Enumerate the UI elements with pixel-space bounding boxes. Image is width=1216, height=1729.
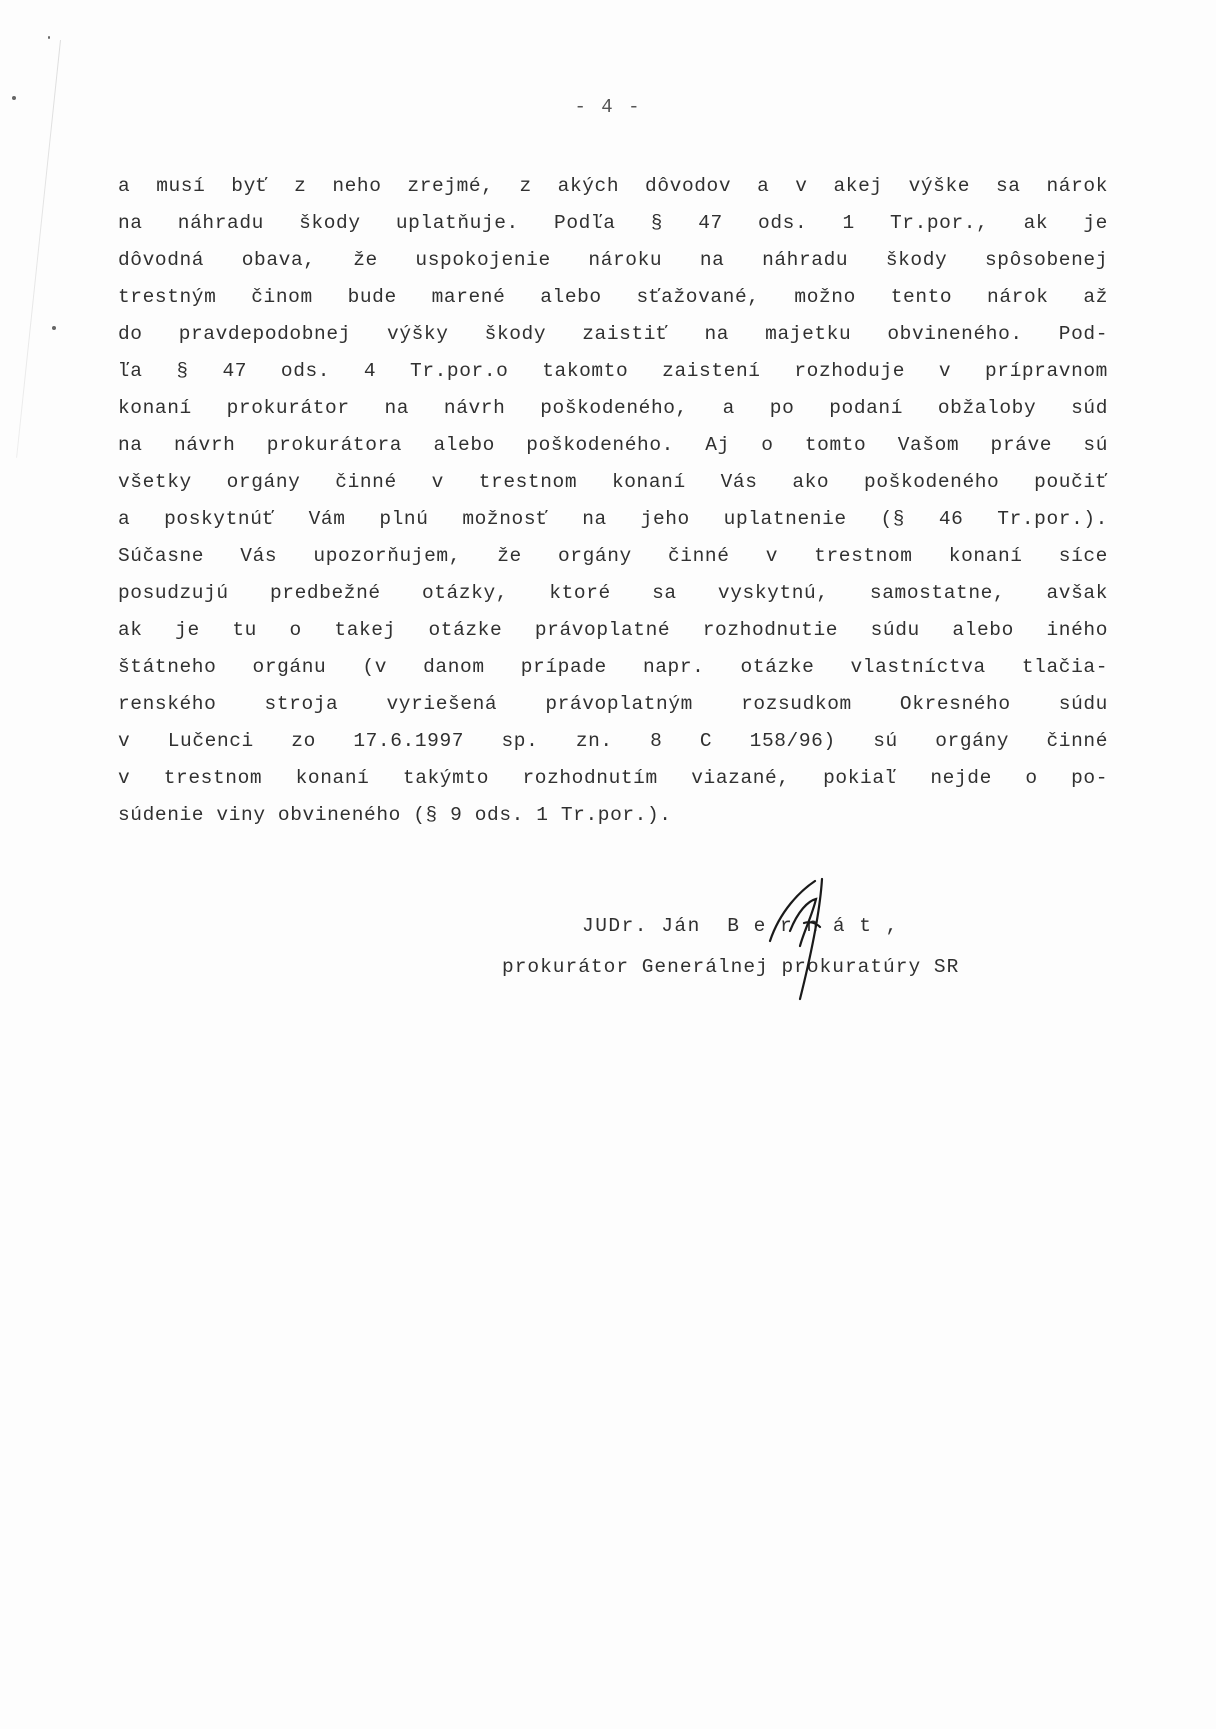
body-line: v trestnom konaní takýmto rozhodnutím viazané, pokiaľ nejde o po- <box>118 767 1108 789</box>
body-line: dôvodná obava, že uspokojenie nároku na náhradu škody spôsobenej <box>118 249 1108 271</box>
signatory-name: JUDr. Ján B e r n á t , <box>582 915 899 937</box>
handwritten-signature <box>760 871 850 1001</box>
scan-speck <box>48 36 50 39</box>
body-line: na náhradu škody uplatňuje. Podľa § 47 ods. 1 Tr.por., ak je <box>118 212 1108 234</box>
signatory-title: prokurátor Generálnej prokuratúry SR <box>502 956 960 978</box>
body-line: a poskytnúť Vám plnú možnosť na jeho uplatnenie (§ 46 Tr.por.). <box>118 508 1108 530</box>
body-line: ak je tu o takej otázke právoplatné rozhodnutie súdu alebo iného <box>118 619 1108 641</box>
letter-body <box>118 168 1108 834</box>
body-line: v Lučenci zo 17.6.1997 sp. zn. 8 C 158/96) sú orgány činné <box>118 730 1108 752</box>
body-line: všetky orgány činné v trestnom konaní Vás ako poškodeného poučiť <box>118 471 1108 493</box>
body-line: trestným činom bude marené alebo sťažované, možno tento nárok až <box>118 286 1108 308</box>
body-line: konaní prokurátor na návrh poškodeného, a po podaní obžaloby súd <box>118 397 1108 419</box>
body-line: Súčasne Vás upozorňujem, že orgány činné v trestnom konaní síce <box>118 545 1108 567</box>
body-line: a musí byť z neho zrejmé, z akých dôvodov a v akej výške sa nárok <box>118 175 1108 197</box>
body-line: posudzujú predbežné otázky, ktoré sa vyskytnú, samostatne, avšak <box>118 582 1108 604</box>
page-number: - 4 - <box>574 96 642 118</box>
body-line: na návrh prokurátora alebo poškodeného. Aj o tomto Vašom práve sú <box>118 434 1108 456</box>
body-line: štátneho orgánu (v danom prípade napr. otázke vlastníctva tlačia- <box>118 656 1108 678</box>
body-line: renského stroja vyriešená právoplatným rozsudkom Okresného súdu <box>118 693 1108 715</box>
scan-speck <box>52 326 56 330</box>
body-line: do pravdepodobnej výšky škody zaistiť na majetku obvineného. Pod- <box>118 323 1108 345</box>
body-line: súdenie viny obvineného (§ 9 ods. 1 Tr.por.). <box>118 804 672 826</box>
body-line: ľa § 47 ods. 4 Tr.por.o takomto zaistení rozhoduje v prípravnom <box>118 360 1108 382</box>
